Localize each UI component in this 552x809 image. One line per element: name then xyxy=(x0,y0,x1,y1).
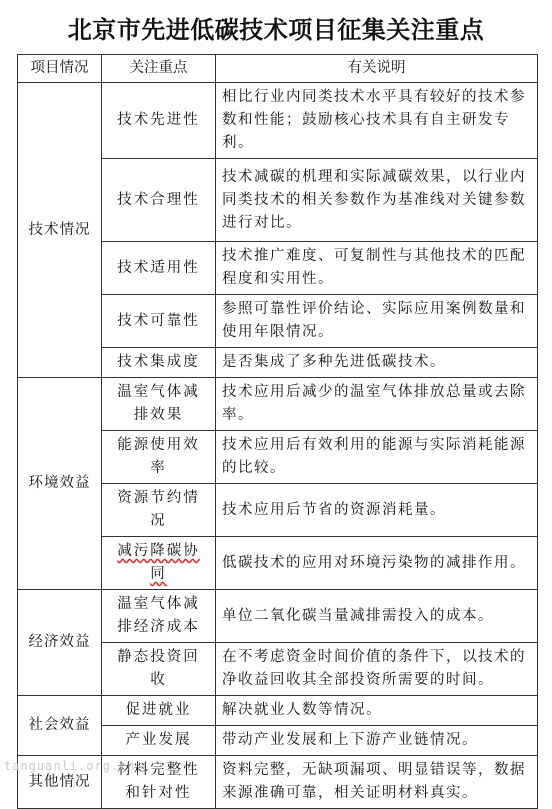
page-title: 北京市先进低碳技术项目征集关注重点 xyxy=(67,16,485,44)
header-focus: 关注重点 xyxy=(102,55,216,83)
description-cell: 低碳技术的应用对环境污染物的减排作用。 xyxy=(216,537,538,590)
table-row xyxy=(18,590,538,643)
category-cell: 技术情况 xyxy=(18,83,102,378)
focus-cell: 产业发展 xyxy=(102,726,216,756)
category-cell: 其他情况 xyxy=(18,756,102,809)
description-cell: 解决就业人数等情况。 xyxy=(216,696,538,726)
category-cell: 经济效益 xyxy=(18,590,102,696)
table-header-row xyxy=(18,55,538,83)
focus-cell: 温室气体减排经济成本 xyxy=(102,590,216,643)
header-description: 有关说明 xyxy=(216,55,538,83)
description-cell: 技术应用后有效利用的能源与实际消耗能源的比较。 xyxy=(216,431,538,484)
focus-table xyxy=(17,54,538,809)
description-cell: 参照可靠性评价结论、实际应用案例数量和使用年限情况。 xyxy=(216,295,538,348)
focus-text-flagged: 减污降碳协同 xyxy=(117,543,200,582)
focus-cell: 温室气体减排效果 xyxy=(102,378,216,431)
description-cell: 带动产业发展和上下游产业链情况。 xyxy=(216,726,538,756)
watermark-text: tanguanli.org.cn xyxy=(4,759,136,773)
description-cell: 技术减碳的机理和实际减碳效果，以行业内同类技术的相关参数作为基准线对关键参数进行对比。 xyxy=(216,159,538,242)
focus-cell: 技术可靠性 xyxy=(102,295,216,348)
description-cell: 资料完整，无缺项漏项、明显错误等，数据来源准确可靠，相关证明材料真实。 xyxy=(216,756,538,809)
focus-cell: 技术先进性 xyxy=(102,83,216,159)
focus-cell: 材料完整性和针对性 xyxy=(102,756,216,809)
description-cell: 相比行业内同类技术水平具有较好的技术参数和性能；鼓励核心技术具有自主研发专利。 xyxy=(216,83,538,159)
category-cell: 环境效益 xyxy=(18,378,102,590)
focus-cell: 技术集成度 xyxy=(102,348,216,378)
table-row xyxy=(18,83,538,159)
description-cell: 技术应用后减少的温室气体排放总量或去除率。 xyxy=(216,378,538,431)
focus-cell: 技术适用性 xyxy=(102,242,216,295)
table-row xyxy=(18,378,538,431)
description-cell: 是否集成了多种先进低碳技术。 xyxy=(216,348,538,378)
header-category: 项目情况 xyxy=(18,55,102,83)
description-cell: 单位二氧化碳当量减排需投入的成本。 xyxy=(216,590,538,643)
focus-cell: 资源节约情况 xyxy=(102,484,216,537)
table-row xyxy=(18,696,538,726)
focus-cell: 静态投资回收 xyxy=(102,643,216,696)
focus-cell: 促进就业 xyxy=(102,696,216,726)
description-cell: 技术应用后节省的资源消耗量。 xyxy=(216,484,538,537)
focus-cell xyxy=(102,537,216,590)
description-cell: 技术推广难度、可复制性与其他技术的匹配程度和实用性。 xyxy=(216,242,538,295)
focus-cell: 能源使用效率 xyxy=(102,431,216,484)
focus-cell: 技术合理性 xyxy=(102,159,216,242)
description-cell: 在不考虑资金时间价值的条件下，以技术的净收益回收其全部投资所需要的时间。 xyxy=(216,643,538,696)
category-cell: 社会效益 xyxy=(18,696,102,756)
